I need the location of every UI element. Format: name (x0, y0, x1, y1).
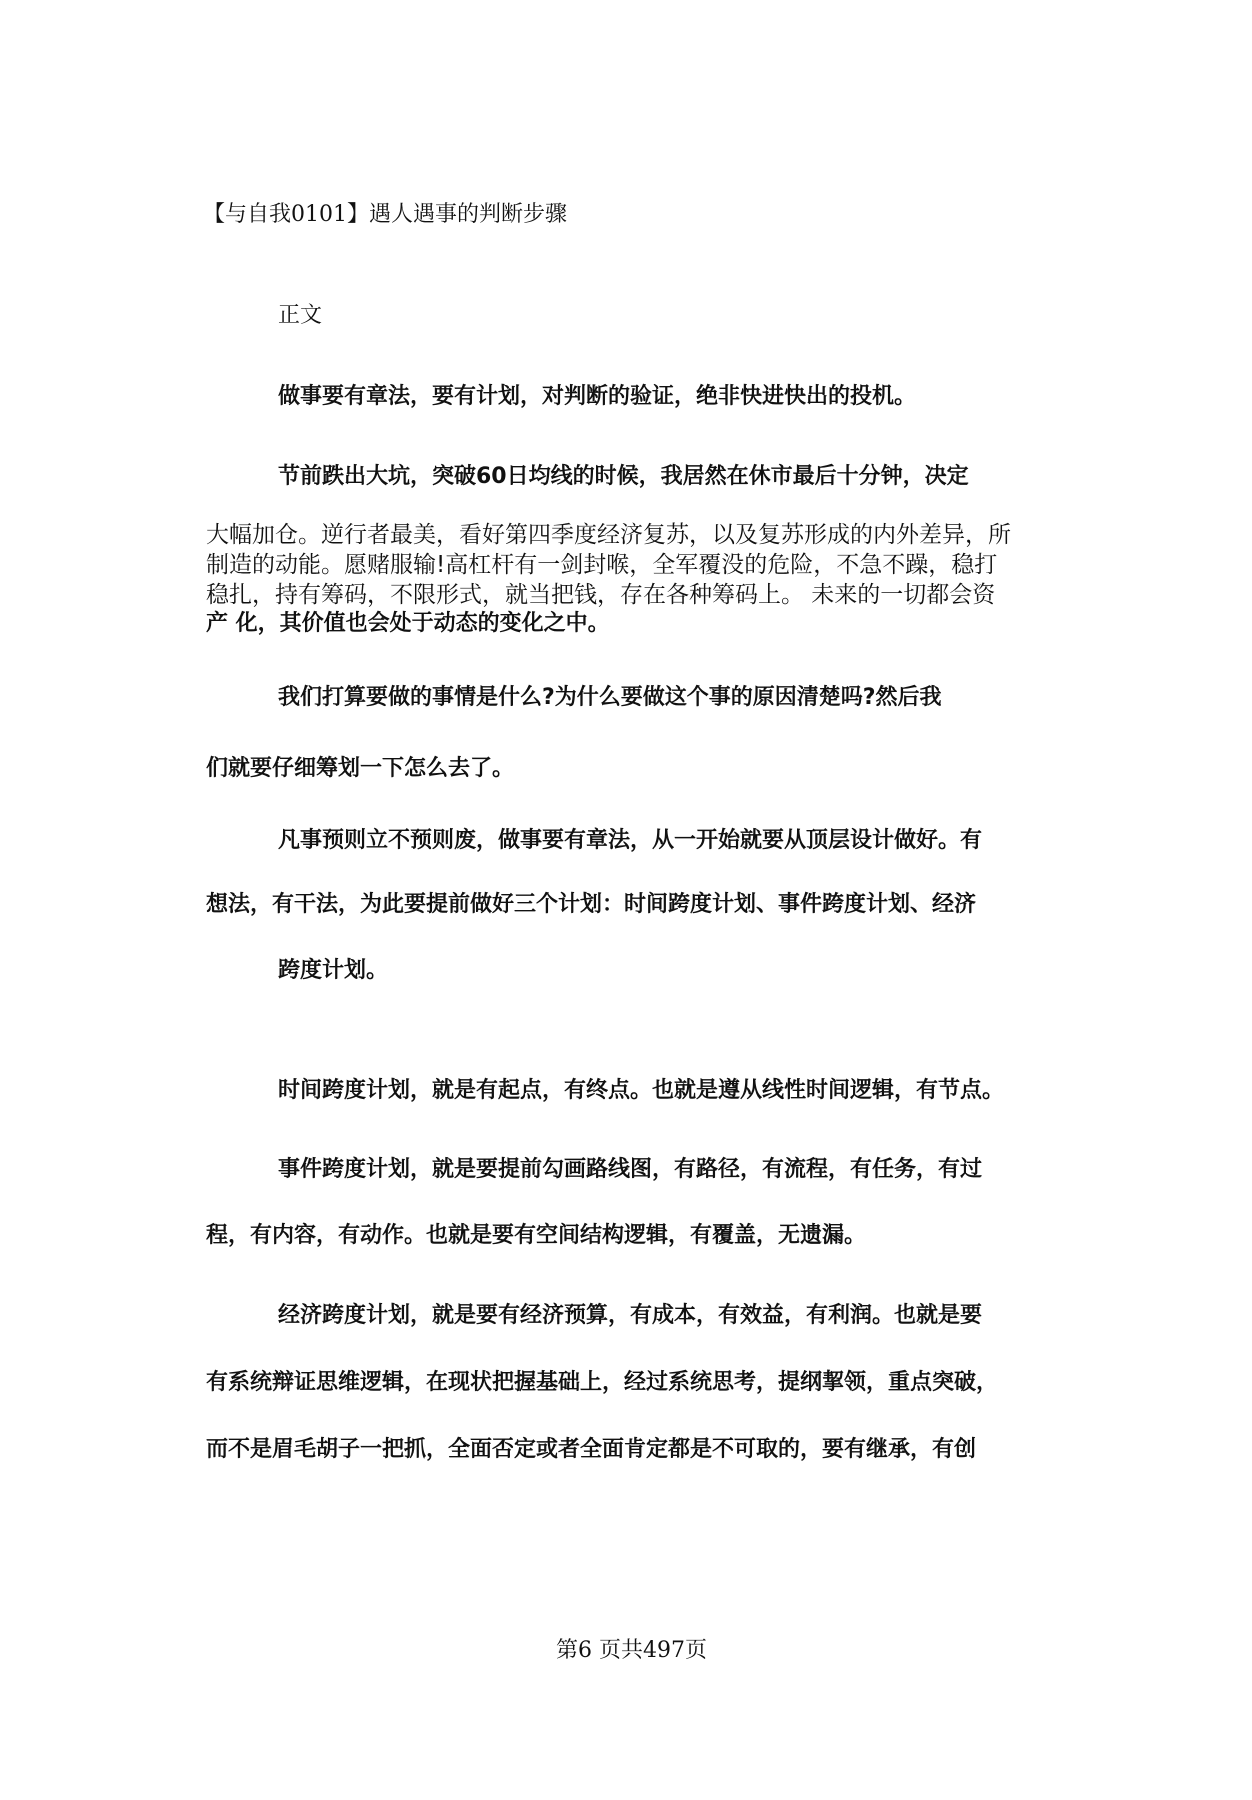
paragraph-line: 制造的动能。愿赌服输!高杠杆有一剑封喉，全军覆没的危险，不急不躁，稳打 (206, 552, 998, 578)
paragraph-line: 时间跨度计划，就是有起点，有终点。也就是遵从线性时间逻辑，有节点。 (278, 1078, 1005, 1103)
paragraph-line: 想法，有干法，为此要提前做好三个计划：时间跨度计划、事件跨度计划、经济 (206, 892, 977, 917)
document-title: 【与自我0101】遇人遇事的判断步骤 (203, 202, 567, 227)
section-heading: 正文 (278, 303, 323, 328)
paragraph-line: 经济跨度计划，就是要有经济预算，有成本，有效益，有利润。也就是要 (278, 1303, 983, 1328)
paragraph-line: 程，有内容，有动作。也就是要有空间结构逻辑，有覆盖，无遗漏。 (206, 1223, 867, 1248)
paragraph-line: 们就要仔细筹划一下怎么去了。 (206, 756, 515, 781)
page-footer: 第6 页共497页 (556, 1638, 707, 1663)
paragraph-line: 做事要有章法，要有计划，对判断的验证，绝非快进快出的投机。 (278, 384, 917, 409)
paragraph-line: 产 化，其价值也会处于动态的变化之中。 (206, 611, 610, 636)
paragraph-line: 凡事预则立不预则废，做事要有章法，从一开始就要从顶层设计做好。有 (278, 828, 983, 853)
paragraph-line: 有系统辩证思维逻辑，在现状把握基础上，经过系统思考，提纲挈领，重点突破， (206, 1370, 999, 1395)
paragraph-line: 而不是眉毛胡子一把抓，全面否定或者全面肯定都是不可取的，要有继承，有创 (206, 1437, 977, 1462)
paragraph-line: 我们打算要做的事情是什么?为什么要做这个事的原因清楚吗?然后我 (278, 685, 942, 710)
paragraph-line: 跨度计划。 (278, 958, 389, 983)
paragraph-line: 事件跨度计划，就是要提前勾画路线图，有路径，有流程，有任务，有过 (278, 1157, 983, 1182)
paragraph-line: 节前跌出大坑，突破60日均线的时候，我居然在休市最后十分钟，决定 (278, 464, 969, 489)
paragraph-line: 大幅加仓。逆行者最美，看好第四季度经济复苏，以及复苏形成的内外差异，所 (206, 522, 1011, 548)
paragraph-line: 稳扎，持有筹码，不限形式，就当把钱，存在各种筹码上。 未来的一切都会资 (206, 582, 996, 608)
